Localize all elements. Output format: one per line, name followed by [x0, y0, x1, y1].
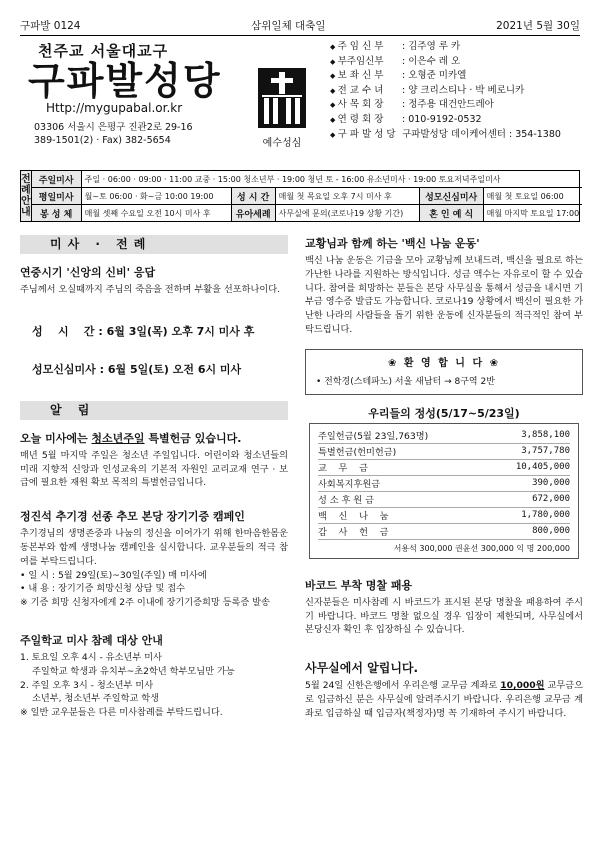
staff-role: ◆ 사 목 회 장: [330, 98, 402, 113]
offering-title: 우리들의 정성(5/17~5/23일): [368, 406, 520, 420]
staff-row: [330, 69, 585, 84]
organ-donation-date: • 일 시 : 5월 29일(토)~30일(주일) 매 미사에: [20, 569, 207, 581]
schedule-heading: [21, 171, 32, 221]
offering-amount: 10,405,000: [515, 462, 570, 473]
schedule-heading-char: 내: [21, 207, 31, 218]
office-notice-title: 사무실에서 알립니다.: [305, 661, 419, 676]
staff-role: ◆ 전 교 수 녀: [330, 84, 402, 99]
church-logo-icon: [256, 68, 308, 128]
sunday-school-title: 주일학교 미사 참례 대상 안내: [20, 633, 163, 647]
staff-row: [330, 128, 585, 143]
sunday-school-item-1-detail: 주일학교 학생과 유치부~초2학년 학부모님만 가능: [32, 665, 235, 677]
barcode-body: 신자분들은 미사참례 시 바코드가 표시된 본당 명찰을 패용하여 주시기 바랍니다. 바코드 명찰 없으실 경우 입장이 제한되며, 사무실에서 본당신자 확인 후 입장하실 수 있습니다.: [305, 596, 583, 636]
sacred-heart-logo: [256, 68, 308, 149]
offering-donors: 서용석 300,000 권윤선 300,000 익 명 200,000: [393, 543, 570, 553]
welcome-box: [305, 349, 583, 395]
staff-row: [330, 84, 585, 99]
staff-row: [330, 40, 585, 55]
offering-amount: 3,858,100: [521, 430, 570, 441]
parish-title: 구파발성당: [28, 59, 222, 103]
sunday-school-item-1: 1. 토요일 오후 4시 - 유소년부 미사: [20, 651, 162, 663]
staff-role: ◆ 부주임신부: [330, 55, 402, 70]
staff-row: [330, 55, 585, 70]
organ-donation-title: 정진석 추기경 선종 추모 본당 장기기증 캠페인: [20, 510, 245, 524]
schedule-label: 유아세례: [232, 205, 276, 221]
archdiocese-label: 천주교 서울대교구: [38, 42, 169, 60]
issue-number: 구파발 0124: [20, 20, 81, 32]
mass-liturgy-bar: 미사 · 전례: [20, 235, 288, 254]
offering-category: 주일헌금(5월 23일,763명): [318, 431, 429, 443]
marian-mass-line: 성모신심미사 : 6월 5일(토) 오전 6시 미사: [32, 362, 242, 376]
offering-row: [318, 524, 570, 540]
offering-table: [309, 423, 579, 559]
offering-amount: 672,000: [532, 494, 570, 505]
staff-role: ◆ 구 파 발 성 당: [330, 128, 402, 143]
liturgical-day: 삼위일체 대축일: [251, 20, 326, 32]
welcome-title: ❀ 환 영 합 니 다 ❀: [388, 357, 500, 369]
schedule-value: 주일 · 06:00 · 09:00 · 11:00 교중 · 15:00 청소년부 · 19:00 청년 토 - 16:00 유소년미사 · 19:00 토요저녁주일미사: [84, 174, 501, 184]
schedule-label: 주일미사: [32, 171, 82, 187]
schedule-value: 사무실에 문의(코로나19 상황 기간): [276, 205, 420, 221]
schedule-heading-char: 안: [21, 196, 31, 207]
right-column: [305, 235, 583, 721]
welcome-item: • 전학경(스테파노) 서울 새남터 → 8구역 2반: [316, 376, 495, 387]
schedule-value: 월~토 06:00 · 화~금 10:00 19:00: [82, 188, 232, 204]
mystery-faith-title: 연중시기 '신앙의 신비' 응답: [20, 266, 156, 279]
staff-name: : 양 크리스티나 · 박 베로니카: [402, 84, 525, 96]
staff-role: ◆ 연 령 회 장: [330, 113, 402, 128]
issue-bar: [20, 18, 580, 36]
youth-sunday-title: 오늘 미사에는 청소년주일 특별헌금 있습니다.: [20, 431, 242, 445]
offering-category: 교 무 금: [318, 463, 368, 475]
left-column: [20, 235, 288, 720]
schedule-value: 매월 셋째 수요일 오전 10시 미사 후: [82, 205, 232, 221]
schedule-label: 혼 인 예 식: [420, 205, 484, 221]
sunday-school-item-2-detail: 소년부, 청소년부 주일학교 학생: [32, 693, 160, 705]
offering-amount: 3,757,780: [521, 446, 570, 457]
schedule-label: 봉 성 체: [32, 205, 82, 221]
offering-category: 사회복지후원금: [318, 479, 381, 491]
youth-sunday-body: 매년 5월 마지막 주일은 청소년 주일입니다. 어린이와 청소년들의 미래 지향적 신앙과 인성교육의 기본적 자원인 교리교재 연구 · 보급에 필요한 재원 확보 목적의 특별헌금입니다.: [20, 449, 288, 489]
schedule-label: 성 시 간: [232, 188, 276, 204]
schedule-value: 매월 첫 토요일 06:00: [486, 191, 564, 201]
offering-row: [318, 492, 570, 508]
offering-category: 백 신 나 눔: [318, 511, 389, 523]
organ-donation-note: ※ 기증 희망 신청자에게 2주 이내에 장기기증희망 등록증 발송: [20, 597, 270, 609]
staff-role: ◆ 보 좌 신 부: [330, 69, 402, 84]
staff-row: [330, 113, 585, 128]
staff-list: [330, 40, 585, 142]
offering-row: [318, 444, 570, 460]
schedule-value: 매월 첫 목요일 오후 7시 미사 후: [276, 188, 420, 204]
vaccine-title: 교황님과 함께 하는 '백신 나눔 운동': [305, 237, 480, 250]
schedule-label: 평일미사: [32, 188, 82, 204]
schedule-row: [32, 171, 583, 188]
offering-row: [318, 460, 570, 476]
offering-category: 성 소 후 원 금: [318, 495, 375, 507]
notice-bar: 알 림: [20, 401, 288, 420]
staff-name: 구파발성당 데이케어센터 : 354-1380: [402, 128, 561, 140]
mystery-faith-body: 주님께서 오실때까지 주님의 죽음을 전하며 부활을 선포하나이다.: [20, 284, 281, 295]
vaccine-body: 백신 나눔 운동은 기금을 모아 교황님께 보내드려, 백신을 필요로 하는 가난한 나라를 지원하는 방식입니다. 성금 액수는 자유로이 할 수 있습니다. 참여를 희망하는 분들은 본당 사무실을 통해서 성금을 내시면 기부금 영수증 발급도 가능합니다. 코로나19 상황에서 백신이 필요한 가난한 나라의 사람들을 돕기 위한 운동에 신자분들의 적극적인 참여 부탁드립니다.: [305, 255, 583, 335]
office-notice-body: 5월 24일 신한은행에서 우리은행 교무금 계좌로 10,000원 교무금으로 입금하신 분은 사무실에 알려주시기 바랍니다. 우리은행 교무금 계좌로 입금하실 때 입금자(책정자)명 꼭 기재하여 주시기 바랍니다.: [305, 680, 584, 719]
staff-name: : 김주영 루 카: [402, 41, 461, 52]
staff-name: : 010-9192-0532: [402, 113, 482, 125]
offering-row: [318, 508, 570, 524]
offering-row: [318, 476, 570, 492]
liturgy-schedule-table: [20, 170, 580, 222]
sunday-school-item-2: 2. 주일 오후 3시 - 청소년부 미사: [20, 679, 154, 691]
offering-amount: 800,000: [532, 526, 570, 537]
schedule-label: 성모신심미사: [420, 188, 484, 204]
offering-amount: 390,000: [532, 478, 570, 489]
schedule-heading-char: 례: [21, 185, 31, 196]
logo-caption: 예수성심: [262, 138, 302, 149]
holy-hour-line: 성 시 간 : 6월 3일(목) 오후 7시 미사 후: [32, 324, 255, 338]
sunday-school-note: ※ 일반 교우분들은 다른 미사참례를 부탁드립니다.: [20, 707, 223, 719]
schedule-heading-char: 전: [21, 174, 31, 185]
organ-donation-body: 추기경님의 생명존중과 나눔의 정신을 이어가기 위해 한마음한몸운동본부와 함께 생명나눔 캠페인을 실시합니다. 교우분들의 적극 참여를 부탁드립니다.: [20, 528, 288, 567]
parish-url[interactable]: Http://mygupabal.or.kr: [46, 101, 183, 115]
offering-amount: 1,780,000: [521, 510, 570, 521]
staff-role: ◆ 주 임 신 부: [330, 40, 402, 55]
parish-address: 03306 서울시 은평구 진관2로 29-16 389-1501(2) · Fax) 382-5654: [34, 122, 193, 146]
offering-category: 특별헌금(헌미헌금): [318, 447, 397, 459]
staff-name: : 정주용 대건안드레아: [402, 99, 494, 111]
offering-row: [318, 428, 570, 444]
schedule-row: [32, 188, 583, 205]
parish-header: [28, 40, 258, 147]
staff-name: : 오형준 미카엘: [402, 70, 467, 82]
offering-category: 감 사 헌 금: [318, 527, 389, 539]
issue-date: 2021년 5월 30일: [496, 20, 580, 32]
staff-name: : 이은수 레 오: [402, 55, 461, 67]
barcode-title: 바코드 부착 명찰 패용: [305, 578, 413, 592]
staff-row: [330, 98, 585, 113]
schedule-row: [32, 205, 583, 221]
organ-donation-content: • 내 용 : 장기기증 희망신청 상담 및 접수: [20, 583, 186, 595]
schedule-value: 매월 마지막 토요일 17:00: [486, 208, 580, 218]
